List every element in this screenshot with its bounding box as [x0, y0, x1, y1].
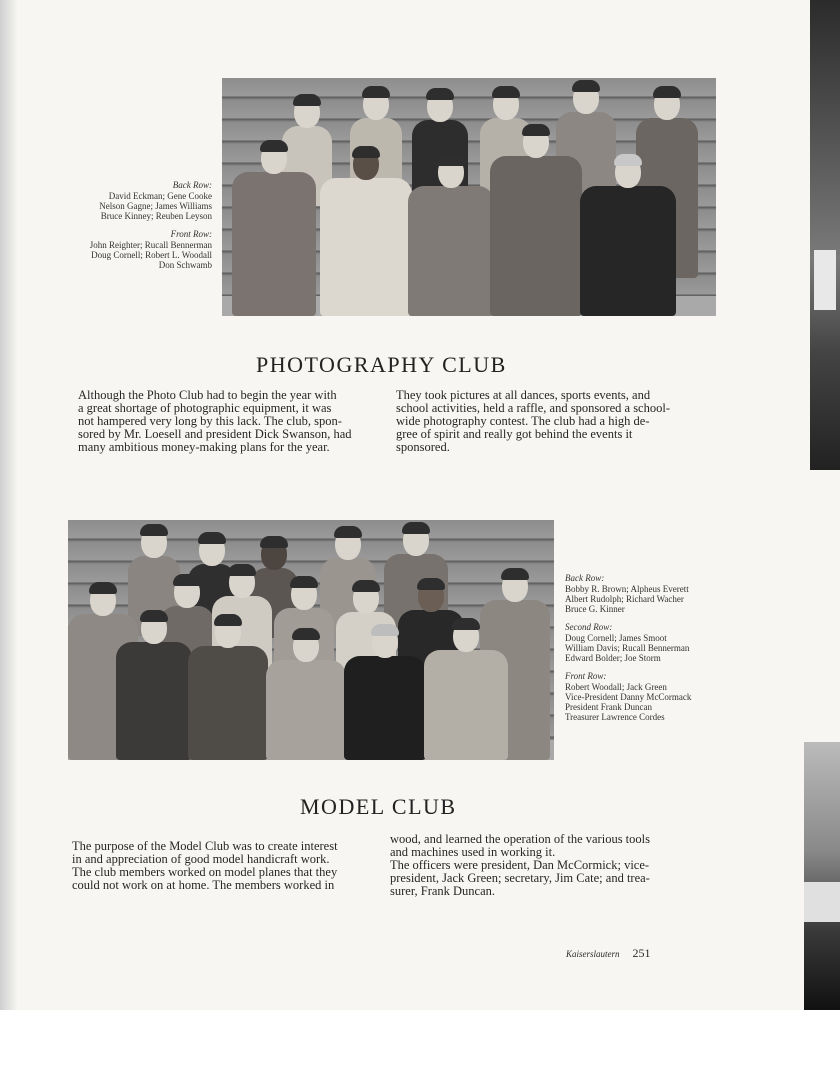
person [344, 626, 426, 760]
model-left-column [72, 840, 372, 892]
person [490, 126, 582, 316]
caption-line: Bruce Kinney; Reuben Leyson [100, 211, 212, 221]
text-line: president, Jack Green; secretary, Jim Cate; and trea- [390, 871, 650, 885]
second-row-header: Second Row: [565, 622, 613, 632]
caption-line: Vice-President Danny McCormack [565, 692, 692, 702]
caption-line: Bobby R. Brown; Alpheus Everett [565, 584, 689, 594]
text-line: wide photography contest. The club had a high de- [396, 414, 650, 428]
text-line: school activities, held a raffle, and sponsored a school- [396, 401, 670, 415]
text-line: not hampered very long by this lack. The club, spon- [78, 414, 342, 428]
caption-line: Albert Rudolph; Richard Wacher [565, 594, 684, 604]
caption-line: Robert Woodall; Jack Green [565, 682, 667, 692]
front-row-header: Front Row: [565, 671, 607, 681]
text-line: They took pictures at all dances, sports events, and [396, 388, 651, 402]
back-row-header: Back Row: [172, 180, 212, 190]
person [408, 156, 494, 316]
caption-line: Bruce G. Kinner [565, 604, 625, 614]
text-line: The officers were president, Dan McCormick; vice- [390, 858, 650, 872]
adjacent-page-edge-top [810, 0, 840, 470]
caption-line: David Eckman; Gene Cooke [108, 191, 212, 201]
text-line: The purpose of the Model Club was to create interest [72, 839, 338, 853]
text-line: gree of spirit and really got behind the events it [396, 427, 633, 441]
caption-line: William Davis; Rucall Bennerman [565, 643, 690, 653]
model-club-photo [68, 520, 554, 760]
photography-club-title: PHOTOGRAPHY CLUB [256, 352, 507, 377]
model-right-column [390, 833, 710, 898]
caption-line: Edward Bolder; Joe Storm [565, 653, 661, 663]
edge-notch [814, 250, 836, 310]
page-number: 251 [632, 946, 651, 960]
front-row-header: Front Row: [170, 229, 212, 239]
page-left-edge [0, 0, 18, 1010]
text-line: and machines used in working it. [390, 845, 556, 859]
text-line: in and appreciation of good model handicraft work. [72, 852, 330, 866]
person [580, 156, 676, 316]
person [232, 142, 316, 316]
caption-line: Doug Cornell; James Smoot [565, 633, 667, 643]
person [116, 612, 192, 760]
caption-line: Treasurer Lawrence Cordes [565, 712, 665, 722]
caption-line: President Frank Duncan [565, 702, 652, 712]
model-photo-caption [565, 573, 735, 722]
text-line: The club members worked on model planes that they [72, 865, 338, 879]
text-line: surer, Frank Duncan. [390, 884, 496, 898]
person [320, 148, 412, 316]
caption-line: John Reighter; Rucall Bennerman [89, 240, 212, 250]
text-line: wood, and learned the operation of the various tools [390, 832, 650, 846]
caption-line: Doug Cornell; Robert L. Woodall [91, 250, 212, 260]
person [188, 616, 268, 760]
text-line: many ambitious money-making plans for the year. [78, 440, 330, 454]
photography-right-column [396, 389, 706, 454]
photography-club-photo [222, 78, 716, 316]
text-line: Although the Photo Club had to begin the year with [78, 388, 337, 402]
person [266, 630, 346, 760]
edge-band [804, 882, 840, 922]
photography-photo-caption [60, 180, 212, 270]
person [424, 620, 508, 760]
school-name: Kaiserslautern [566, 949, 620, 959]
photography-left-column [78, 389, 378, 454]
text-line: could not work on at home. The members worked in [72, 878, 335, 892]
caption-line: Nelson Gagne; James Williams [99, 201, 212, 211]
model-club-title: MODEL CLUB [300, 794, 457, 819]
text-line: sored by Mr. Loesell and president Dick Swanson, had [78, 427, 352, 441]
page-footer [566, 946, 651, 961]
text-line: sponsored. [396, 440, 450, 454]
caption-line: Don Schwamb [158, 260, 212, 270]
text-line: a great shortage of photographic equipment, it was [78, 401, 332, 415]
back-row-header: Back Row: [565, 573, 605, 583]
adjacent-page-edge-bottom [804, 742, 840, 1010]
